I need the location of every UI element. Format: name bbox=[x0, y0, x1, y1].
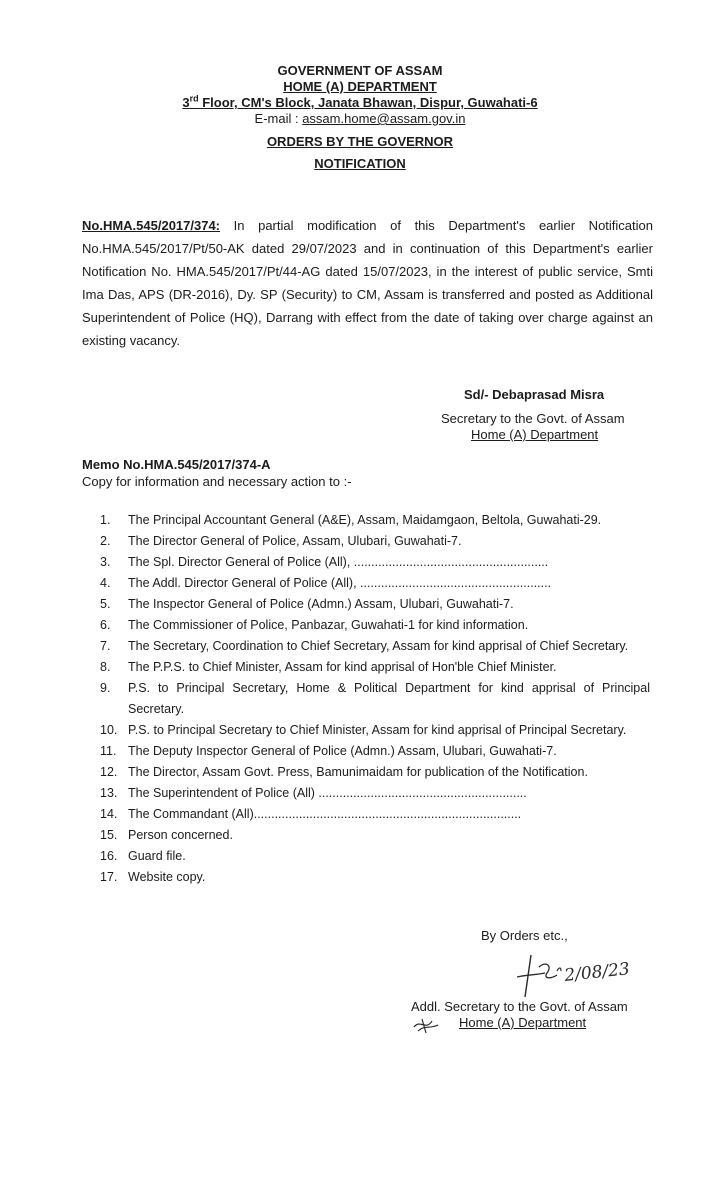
list-item-number: 13. bbox=[100, 786, 118, 800]
email-address[interactable]: assam.home@assam.gov.in bbox=[302, 111, 466, 126]
memo-intro: Copy for information and necessary action to :- bbox=[82, 474, 352, 489]
list-item-number: 17. bbox=[100, 870, 118, 884]
header-email bbox=[0, 111, 720, 127]
list-item-number: 1. bbox=[100, 513, 111, 527]
header-department: HOME (A) DEPARTMENT bbox=[283, 79, 437, 94]
list-item-text: The Deputy Inspector General of Police (Admn.) Assam, Ulubari, Guwahati-7. bbox=[128, 744, 557, 758]
list-item-number: 12. bbox=[100, 765, 118, 779]
distribution-list-item bbox=[100, 573, 650, 594]
list-item-text: The Addl. Director General of Police (All), ....................................................... bbox=[128, 576, 552, 590]
distribution-list-item bbox=[100, 825, 650, 846]
distribution-list bbox=[100, 510, 650, 888]
addl-secretary-designation: Addl. Secretary to the Govt. of Assam bbox=[411, 999, 628, 1014]
distribution-list-item bbox=[100, 552, 650, 573]
list-item-text: The Director General of Police, Assam, Ulubari, Guwahati-7. bbox=[128, 534, 462, 548]
address-rest: Floor, CM's Block, Janata Bhawan, Dispur, Guwahati-6 bbox=[198, 95, 538, 110]
list-item-text: The Inspector General of Police (Admn.) Assam, Ulubari, Guwahati-7. bbox=[128, 597, 514, 611]
list-item-number: 6. bbox=[100, 618, 111, 632]
distribution-list-item bbox=[100, 636, 650, 657]
list-item-number: 5. bbox=[100, 597, 111, 611]
distribution-list-item bbox=[100, 510, 650, 531]
header-address bbox=[0, 95, 720, 111]
list-item-text: The Spl. Director General of Police (All), ........................................................ bbox=[128, 555, 549, 569]
list-item-number: 10. bbox=[100, 723, 118, 737]
header-notification: NOTIFICATION bbox=[314, 156, 406, 171]
distribution-list-item bbox=[100, 531, 650, 552]
addl-secretary-department: Home (A) Department bbox=[459, 1015, 587, 1030]
list-item-number: 11. bbox=[100, 744, 117, 758]
list-item-number: 3. bbox=[100, 555, 111, 569]
handwritten-signature bbox=[495, 945, 645, 1005]
by-orders: By Orders etc., bbox=[481, 928, 568, 943]
list-item-text: The Commissioner of Police, Panbazar, Guwahati-1 for kind information. bbox=[128, 618, 529, 632]
list-item-text: Guard file. bbox=[128, 849, 186, 863]
list-item-number: 16. bbox=[100, 849, 118, 863]
distribution-list-item bbox=[100, 720, 650, 741]
list-item-number: 15. bbox=[100, 828, 118, 842]
distribution-list-item bbox=[100, 762, 650, 783]
list-item-number: 4. bbox=[100, 576, 111, 590]
address-sup: rd bbox=[189, 93, 199, 104]
header-government: GOVERNMENT OF ASSAM bbox=[277, 63, 443, 78]
distribution-list-item bbox=[100, 741, 650, 762]
signatory-name: Sd/- Debaprasad Misra bbox=[464, 387, 605, 402]
list-item-number: 14. bbox=[100, 807, 118, 821]
list-item-text: Website copy. bbox=[128, 870, 206, 884]
handwritten-date: 2/08/23 bbox=[563, 959, 631, 986]
signatory-designation: Secretary to the Govt. of Assam bbox=[441, 411, 625, 426]
list-item-text: P.S. to Principal Secretary, Home & Political Department for kind apprisal of Principal Secretary. bbox=[128, 681, 650, 716]
notification-text: In partial modification of this Department's earlier Notification No.HMA.545/2017/Pt/50-AK dated 29/07/2023 and in continuation of this Department's earlier Notification No. HMA.545/2017/Pt/44-AG dated 15/07/2023, in the interest of public service, Smti Ima Das, APS (DR-2016), Dy. SP (Security) to CM, Assam is transferred and posted as Additional Superintendent of Police (HQ), Darrang with effect from the date of taking over charge against an existing vacancy. bbox=[82, 218, 653, 348]
list-item-text: The Superintendent of Police (All) ............................................................ bbox=[128, 786, 527, 800]
signatory-department: Home (A) Department bbox=[471, 427, 599, 442]
list-item-text: The Secretary, Coordination to Chief Secretary, Assam for kind apprisal of Chief Secretary. bbox=[128, 639, 629, 653]
distribution-list-item bbox=[100, 783, 650, 804]
memo-number: Memo No.HMA.545/2017/374-A bbox=[82, 457, 271, 472]
distribution-list-item bbox=[100, 594, 650, 615]
list-item-text: The P.P.S. to Chief Minister, Assam for kind apprisal of Hon'ble Chief Minister. bbox=[128, 660, 557, 674]
list-item-text: Person concerned. bbox=[128, 828, 233, 842]
list-item-text: P.S. to Principal Secretary to Chief Minister, Assam for kind apprisal of Principal Secretary. bbox=[128, 723, 627, 737]
list-item-number: 2. bbox=[100, 534, 111, 548]
list-item-number: 8. bbox=[100, 660, 111, 674]
initials-mark-icon bbox=[412, 1015, 440, 1035]
distribution-list-item bbox=[100, 846, 650, 867]
list-item-text: The Principal Accountant General (A&E), Assam, Maidamgaon, Beltola, Guwahati-29. bbox=[128, 513, 602, 527]
distribution-list-item bbox=[100, 867, 650, 888]
header-orders: ORDERS BY THE GOVERNOR bbox=[266, 134, 454, 149]
email-label: E-mail : bbox=[254, 111, 303, 126]
distribution-list-item bbox=[100, 678, 650, 720]
distribution-list-item bbox=[100, 804, 650, 825]
distribution-list-item bbox=[100, 615, 650, 636]
list-item-text: The Commandant (All)............................................................................. bbox=[128, 807, 522, 821]
notification-ref-no: No.HMA.545/2017/374: bbox=[82, 218, 221, 233]
address-floor: 3 bbox=[182, 95, 190, 110]
list-item-number: 9. bbox=[100, 681, 111, 695]
list-item-text: The Director, Assam Govt. Press, Bamunimaidam for publication of the Notification. bbox=[128, 765, 588, 779]
notification-body bbox=[82, 214, 653, 352]
distribution-list-item bbox=[100, 657, 650, 678]
list-item-number: 7. bbox=[100, 639, 111, 653]
